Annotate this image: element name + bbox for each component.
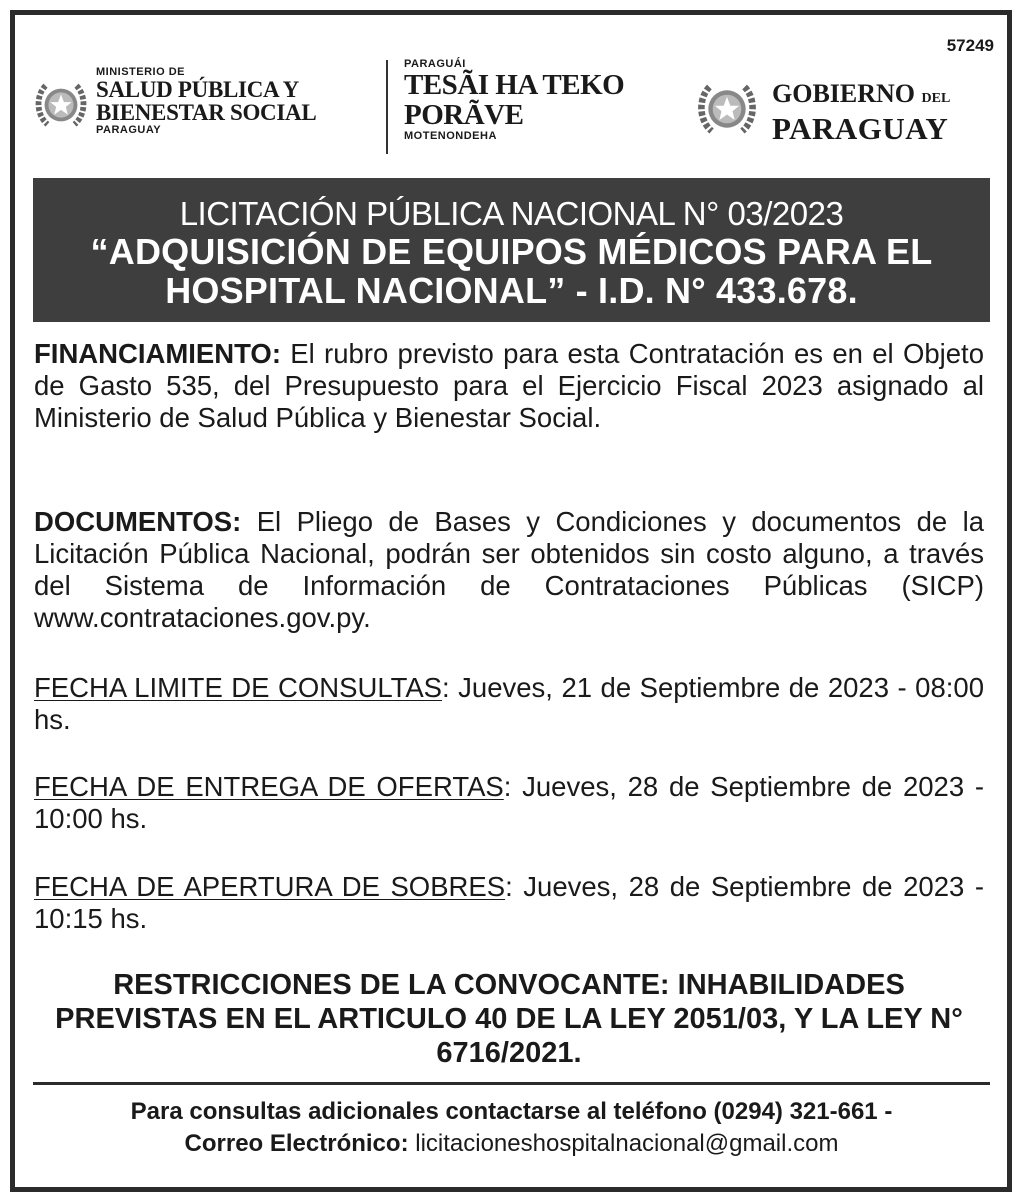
restricciones-notice: RESTRICCIONES DE LA CONVOCANTE: INHABILIDADES PREVISTAS EN EL ARTICULO 40 DE LA LEY 2051/03, Y LA LEY N° 6716/2021.	[55, 969, 963, 1069]
fecha-consultas-value: : Jueves, 21 de Septiembre de 2023 - 08:00 hs.	[34, 672, 984, 735]
national-seal-icon	[32, 76, 90, 134]
gobierno-line1: GOBIERNO	[772, 79, 916, 108]
fecha-apertura	[34, 871, 984, 935]
documentos-text: El Pliego de Bases y Condiciones y documentos de la Licitación Pública Nacional, podrán ser obtenidos sin costo alguno, a través del Sistema de Información de Contrataciones Públicas (SICP) www.contrataciones.gov.py.	[34, 506, 984, 633]
financiamiento-label: FINANCIAMIENTO:	[34, 338, 281, 369]
tesai-line2: TESÃI HA TEKO	[404, 69, 625, 101]
banner-title-line1: LICITACIÓN PÚBLICA NACIONAL N° 03/2023	[179, 195, 844, 232]
ministry-line3: BIENESTAR SOCIAL	[96, 100, 317, 125]
title-banner	[33, 178, 990, 322]
ministry-line2: SALUD PÚBLICA Y	[96, 77, 299, 102]
fecha-consultas-label: FECHA LIMITE DE CONSULTAS	[34, 672, 443, 703]
banner-title-line2: “ADQUISICIÓN DE EQUIPOS MÉDICOS PARA EL	[90, 231, 933, 272]
fecha-apertura-value: : Jueves, 28 de Septiembre de 2023 - 10:15 hs.	[34, 871, 985, 934]
footer-phone-line: Para consultas adicionales contactarse al teléfono (0294) 321-661 -	[130, 1098, 893, 1125]
fecha-entrega	[34, 771, 984, 835]
tesai-line4: MOTENONDEHA	[404, 130, 497, 142]
fecha-consultas	[34, 672, 984, 736]
fecha-apertura-label: FECHA DE APERTURA DE SOBRES	[34, 871, 506, 902]
fecha-entrega-value: : Jueves, 28 de Septiembre de 2023 - 10:00 hs.	[34, 771, 985, 834]
header-logos	[32, 58, 982, 158]
footer-divider	[33, 1082, 990, 1085]
tesai-line3: PORÃVE	[404, 99, 524, 131]
contact-footer	[33, 1096, 990, 1160]
tesai-line1: PARAGUÁI	[404, 58, 466, 70]
financiamiento-text: El rubro previsto para esta Contratación es en el Objeto de Gasto 535, del Presupuesto para el Ejercicio Fiscal 2023 asignado al Ministerio de Salud Pública y Bienestar Social.	[34, 338, 984, 433]
financiamiento-paragraph	[34, 338, 984, 434]
logo-divider	[386, 60, 388, 154]
documentos-label: DOCUMENTOS:	[34, 506, 242, 537]
gobierno-line2: PARAGUAY	[772, 111, 949, 146]
tesai-logo	[404, 58, 664, 142]
footer-email-label: Correo Electrónico:	[184, 1130, 409, 1157]
fecha-entrega-label: FECHA DE ENTREGA DE OFERTAS	[34, 771, 504, 802]
documentos-paragraph	[34, 506, 984, 634]
national-seal-icon	[694, 76, 760, 142]
footer-email: licitacioneshospitalnacional@gmail.com	[408, 1130, 839, 1157]
gobierno-del: DEL	[921, 91, 951, 106]
banner-title-line3: HOSPITAL NACIONAL” - I.D. N° 433.678.	[165, 270, 858, 311]
ministry-line4: PARAGUAY	[96, 124, 162, 136]
ad-number: 57249	[946, 36, 994, 55]
ministry-line1: MINISTERIO DE	[96, 66, 186, 78]
